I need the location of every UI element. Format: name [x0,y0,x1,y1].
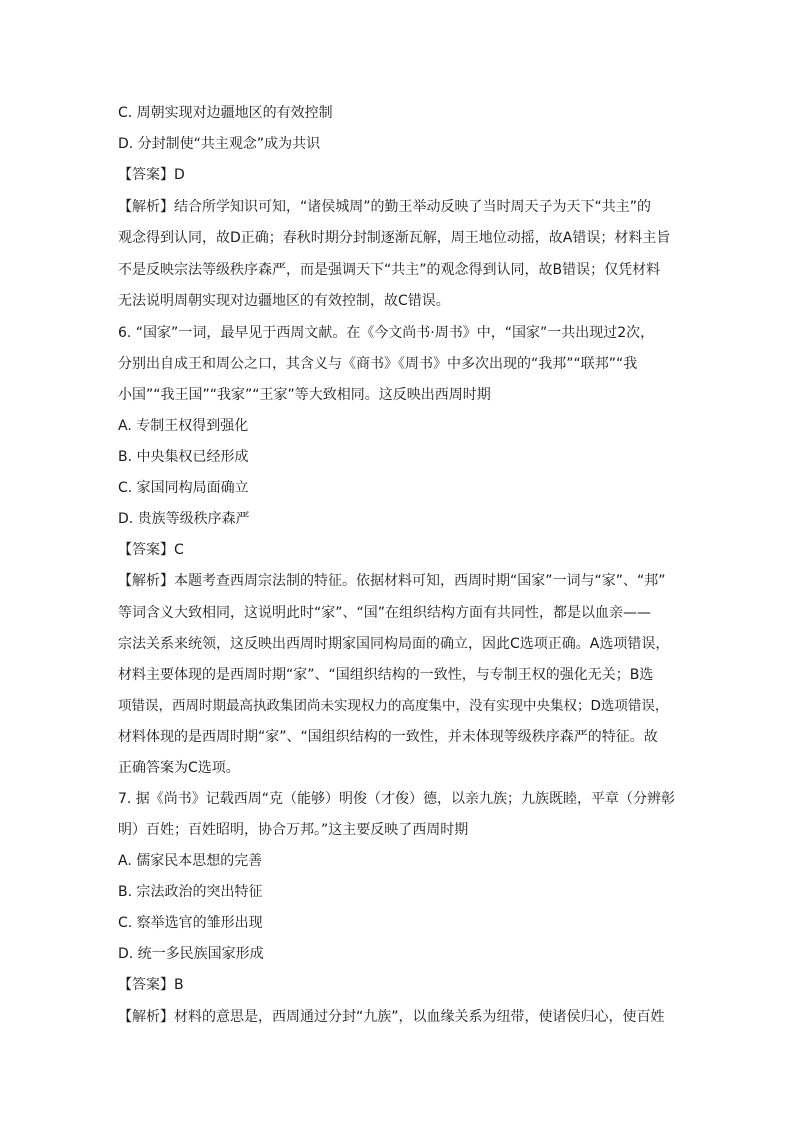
analysis-q6-line-2: 等词含义大致相同，这说明此时“家”、“国”在组织结构方面有共同性，都是以血亲—— [118,605,652,621]
option-d-q5: D. 分封制使“共主观念”成为共识 [118,136,321,152]
analysis-q6-line-6: 材料体现的是西周时期“家”、“国组织结构的一致性，并未体现等级秩序森严的特征。故 [118,729,658,745]
question-6-line-3: 小国”“我王国”“我家”“王家”等大致相同。这反映出西周时期 [118,387,491,403]
analysis-q6-line-3: 宗法关系来统领，这反映出西周时期家国同构局面的确立，因此C选项正确。A选项错误， [118,636,670,652]
question-7-line-2: 明）百姓；百姓昭明，协合万邦。”这主要反映了西周时期 [118,822,469,838]
answer-q5: 【答案】D [118,167,185,183]
option-b-q6: B. 中央集权已经形成 [118,449,249,465]
answer-q6: 【答案】C [118,542,184,558]
analysis-q5-line-3: 不是反映宗法等级秩序森严，而是强调天下“共主”的观念得到认同，故B错误；仅凭材料 [118,262,661,278]
analysis-q7-line-1: 【解析】材料的意思是，西周通过分封“九族”，以血缘关系为纽带，使诸侯归心，使百姓 [118,1009,665,1025]
option-d-q6: D. 贵族等级秩序森严 [118,511,250,527]
analysis-q6-line-4: 材料主要体现的是西周时期“家”、“国组织结构的一致性，与专制王权的强化无关；B选 [118,667,654,683]
analysis-q5-line-4: 无法说明周朝实现对边疆地区的有效控制，故C错误。 [118,293,450,309]
analysis-q6-line-7: 正确答案为C选项。 [118,760,240,776]
answer-q7: 【答案】B [118,977,184,993]
question-6-line-2: 分别出自成王和周公之口，其含义与《商书》《周书》中多次出现的“我邦”“联邦”“我 [118,356,638,372]
analysis-q6-line-5: 项错误，西周时期最高执政集团尚未实现权力的高度集中，没有实现中央集权；D选项错误， [118,698,669,714]
option-a-q6: A. 专制王权得到强化 [118,418,249,434]
analysis-q5-line-2: 观念得到认同，故D正确；春秋时期分封制逐渐瓦解，周王地位动摇，故A错误；材料主旨 [118,230,671,246]
question-7-line-1: 7. 据《尚书》记载西周“克（能够）明俊（才俊）德，以亲九族；九族既睦，平章（分辨彰 [118,791,676,807]
option-d-q7: D. 统一多民族国家形成 [118,946,264,962]
analysis-q6-line-1: 【解析】本题考查西周宗法制的特征。依据材料可知，西周时期“国家”一词与“家”、“邦” [118,573,666,589]
option-c-q5: C. 周朝实现对边疆地区的有效控制 [118,105,333,121]
analysis-q5-line-1: 【解析】结合所学知识可知，“诸侯城周”的勤王举动反映了当时周天子为天下“共主”的 [118,199,652,215]
option-c-q7: C. 察举选官的雏形出现 [118,915,263,931]
option-b-q7: B. 宗法政治的突出特征 [118,884,263,900]
option-a-q7: A. 儒家民本思想的完善 [118,853,263,869]
option-c-q6: C. 家国同构局面确立 [118,480,249,496]
question-6-line-1: 6. “国家”一词，最早见于西周文献。在《今文尚书·周书》中，“国家”一共出现过2次， [118,325,655,341]
